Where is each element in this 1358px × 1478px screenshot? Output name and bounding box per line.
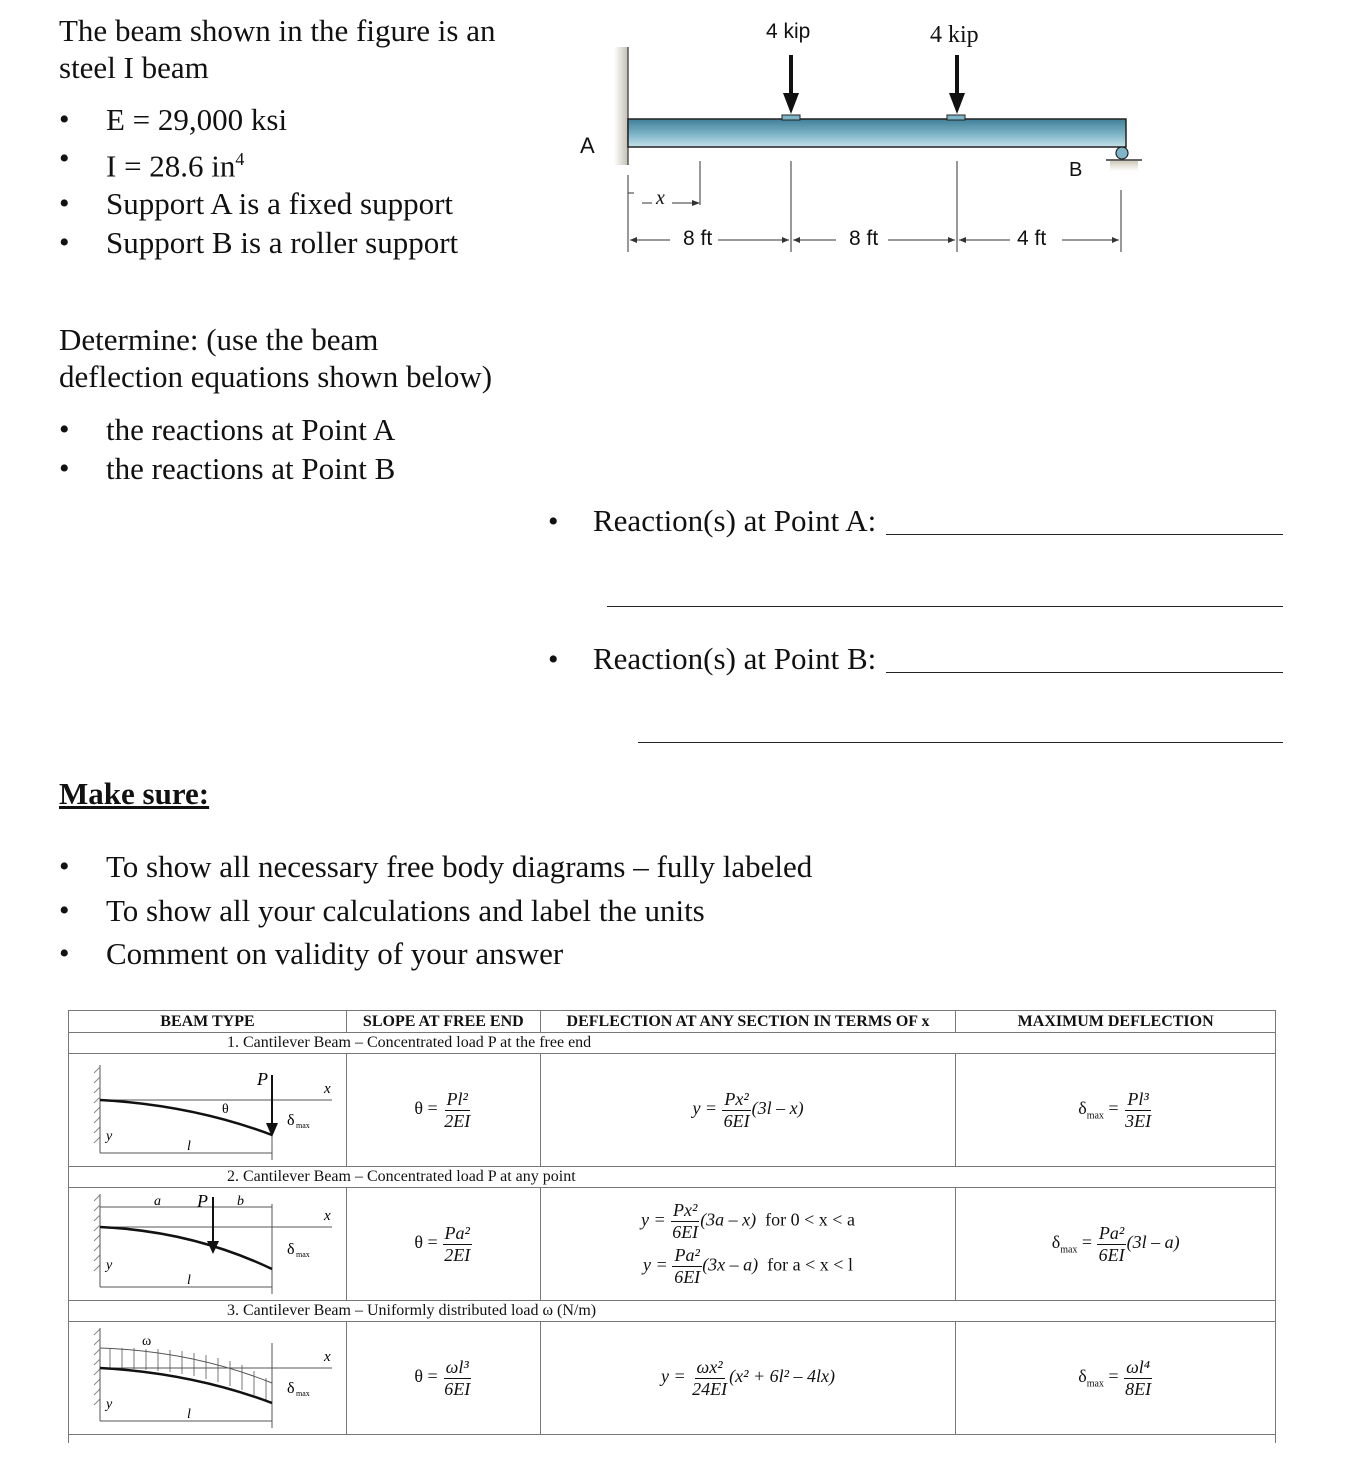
header-slope: SLOPE AT FREE END bbox=[346, 1011, 540, 1033]
header-deflection: DEFLECTION AT ANY SECTION IN TERMS OF x bbox=[540, 1011, 956, 1033]
determine-line-1: Determine: (use the beam bbox=[59, 322, 379, 357]
reaction-a-answer-field-2[interactable] bbox=[607, 606, 1283, 607]
svg-text:b: b bbox=[237, 1194, 245, 1209]
cantilever-point-load-any-icon bbox=[82, 1189, 332, 1294]
header-beam-type: BEAM TYPE bbox=[69, 1011, 347, 1033]
dim-label-1: 8 ft bbox=[683, 227, 713, 250]
property-item-support-b: • Support B is a roller support bbox=[59, 224, 529, 263]
make-sure-item: • Comment on validity of your answer bbox=[59, 932, 859, 976]
reaction-a-row bbox=[548, 503, 1283, 539]
case-2-diagram bbox=[69, 1188, 347, 1301]
case-title-row bbox=[69, 1033, 1276, 1054]
load-arrow-icon-2 bbox=[949, 55, 965, 114]
properties-list bbox=[59, 101, 529, 262]
case-2-title: 2. Cantilever Beam – Concentrated load P at any point bbox=[69, 1167, 1276, 1188]
truncated-case-title bbox=[69, 1435, 1276, 1443]
make-sure-list bbox=[59, 845, 859, 976]
dim-label-2: 8 ft bbox=[849, 227, 879, 250]
case-title-row bbox=[69, 1167, 1276, 1188]
beam-figure bbox=[570, 15, 1150, 265]
svg-text:max: max bbox=[296, 1250, 311, 1259]
svg-text:max: max bbox=[296, 1121, 311, 1130]
roller-support-icon bbox=[1116, 147, 1128, 159]
table-row bbox=[69, 1054, 1276, 1167]
svg-text:δ: δ bbox=[287, 1241, 296, 1258]
svg-text:x: x bbox=[324, 1208, 332, 1224]
determine-list bbox=[59, 411, 539, 488]
svg-text:l: l bbox=[187, 1139, 192, 1154]
svg-text:P: P bbox=[257, 1069, 269, 1089]
make-sure-heading: Make sure: bbox=[59, 776, 210, 811]
intro-line-2: steel I beam bbox=[59, 50, 209, 85]
property-item-i: • I = 28.6 $in^4$ bbox=[59, 140, 529, 186]
cantilever-distributed-load-icon bbox=[82, 1323, 332, 1428]
bullet-icon: • bbox=[548, 643, 559, 676]
svg-text:ω: ω bbox=[142, 1334, 152, 1349]
svg-text:δ: δ bbox=[287, 1112, 296, 1129]
case-1-slope: θ = $\frac{\text{Pl²}}{2EI}$ bbox=[346, 1054, 540, 1167]
determine-item-b: • the reactions at Point B bbox=[59, 450, 539, 489]
intro-line-1: The beam shown in the figure is an bbox=[59, 13, 496, 48]
svg-text:x: x bbox=[324, 1349, 332, 1365]
fixed-wall-icon bbox=[614, 47, 628, 165]
determine-item-a: • the reactions at Point A bbox=[59, 411, 539, 450]
case-1-diagram bbox=[69, 1054, 347, 1167]
property-item-e: • E = 29,000 ksi bbox=[59, 101, 529, 140]
case-1-deflection: y = $\frac{\text{Px²}}{6EI}$ (3l – x) bbox=[540, 1054, 956, 1167]
property-item-support-a: • Support A is a fixed support bbox=[59, 185, 529, 224]
case-title-row bbox=[69, 1301, 1276, 1322]
table-row bbox=[69, 1322, 1276, 1435]
table-header-row bbox=[69, 1011, 1276, 1033]
x-label: x bbox=[656, 187, 665, 209]
table-row bbox=[69, 1188, 1276, 1301]
support-b-label: B bbox=[1069, 159, 1083, 181]
case-3-diagram bbox=[69, 1322, 347, 1435]
case-3-slope: θ = $\frac{\text{ωl³}}{6EI}$ bbox=[346, 1322, 540, 1435]
svg-text:max: max bbox=[296, 1389, 311, 1398]
make-sure-item: • To show all necessary free body diagrams – fully labeled bbox=[59, 845, 859, 889]
load-label-1: 4 kip bbox=[766, 20, 811, 43]
svg-text:x: x bbox=[324, 1081, 332, 1097]
svg-text:δ: δ bbox=[287, 1380, 296, 1397]
determine-paragraph bbox=[59, 321, 539, 395]
case-3-title: 3. Cantilever Beam – Uniformly distributed load ω (N/m) bbox=[69, 1301, 1276, 1322]
reaction-a-label: Reaction(s) at Point A: bbox=[593, 503, 877, 538]
load-arrow-icon-1 bbox=[783, 55, 799, 114]
make-sure-item: • To show all your calculations and label the units bbox=[59, 889, 859, 933]
beam-body bbox=[628, 119, 1126, 147]
svg-text:θ: θ bbox=[222, 1102, 230, 1117]
case-1-title: 1. Cantilever Beam – Concentrated load P at the free end bbox=[69, 1033, 1276, 1054]
case-2-max-deflection: $\delta_{max}$ = $\frac{\text{Pa²}}{6EI}$ (3l – a) bbox=[956, 1188, 1276, 1301]
case-2-deflection: y = $\frac{\text{Px²}}{6EI}$ (3a – x) for 0 < x < a y = $\frac{\text{Pa²}}{6EI}$ (3x – a) for a < x < l bbox=[540, 1188, 956, 1301]
svg-text:y: y bbox=[106, 1129, 113, 1144]
dim-label-3: 4 ft bbox=[1017, 227, 1047, 250]
support-a-label: A bbox=[580, 133, 595, 158]
beam-deflection-table bbox=[68, 1010, 1276, 1443]
svg-text:P: P bbox=[197, 1191, 209, 1211]
truncated-row bbox=[69, 1435, 1276, 1443]
svg-text:l: l bbox=[187, 1407, 192, 1422]
reaction-a-answer-field[interactable] bbox=[886, 534, 1283, 535]
case-1-max-deflection: $\delta_{max}$ = $\frac{\text{Pl³}}{3EI}$ bbox=[956, 1054, 1276, 1167]
svg-text:y: y bbox=[106, 1258, 113, 1273]
intro-paragraph bbox=[59, 12, 529, 86]
reaction-b-answer-field[interactable] bbox=[886, 672, 1283, 673]
case-2-slope: θ = $\frac{\text{Pa²}}{2EI}$ bbox=[346, 1188, 540, 1301]
reaction-b-label: Reaction(s) at Point B: bbox=[593, 641, 877, 676]
svg-text:l: l bbox=[187, 1273, 192, 1288]
case-3-deflection: y = $\frac{\text{ωx²}}{24EI}$ (x² + 6l² – 4lx) bbox=[540, 1322, 956, 1435]
cantilever-point-load-end-icon bbox=[82, 1055, 332, 1160]
case-3-max-deflection: $\delta_{max}$ = $\frac{\text{ωl⁴}}{8EI}$ bbox=[956, 1322, 1276, 1435]
header-max-deflection: MAXIMUM DEFLECTION bbox=[956, 1011, 1276, 1033]
load-label-2: 4 kip bbox=[930, 22, 979, 48]
svg-text:y: y bbox=[106, 1397, 113, 1412]
determine-line-2: deflection equations shown below) bbox=[59, 359, 493, 394]
svg-text:a: a bbox=[154, 1194, 162, 1209]
reaction-b-row bbox=[548, 641, 1283, 677]
bullet-icon: • bbox=[548, 505, 559, 538]
reaction-b-answer-field-2[interactable] bbox=[638, 742, 1283, 743]
